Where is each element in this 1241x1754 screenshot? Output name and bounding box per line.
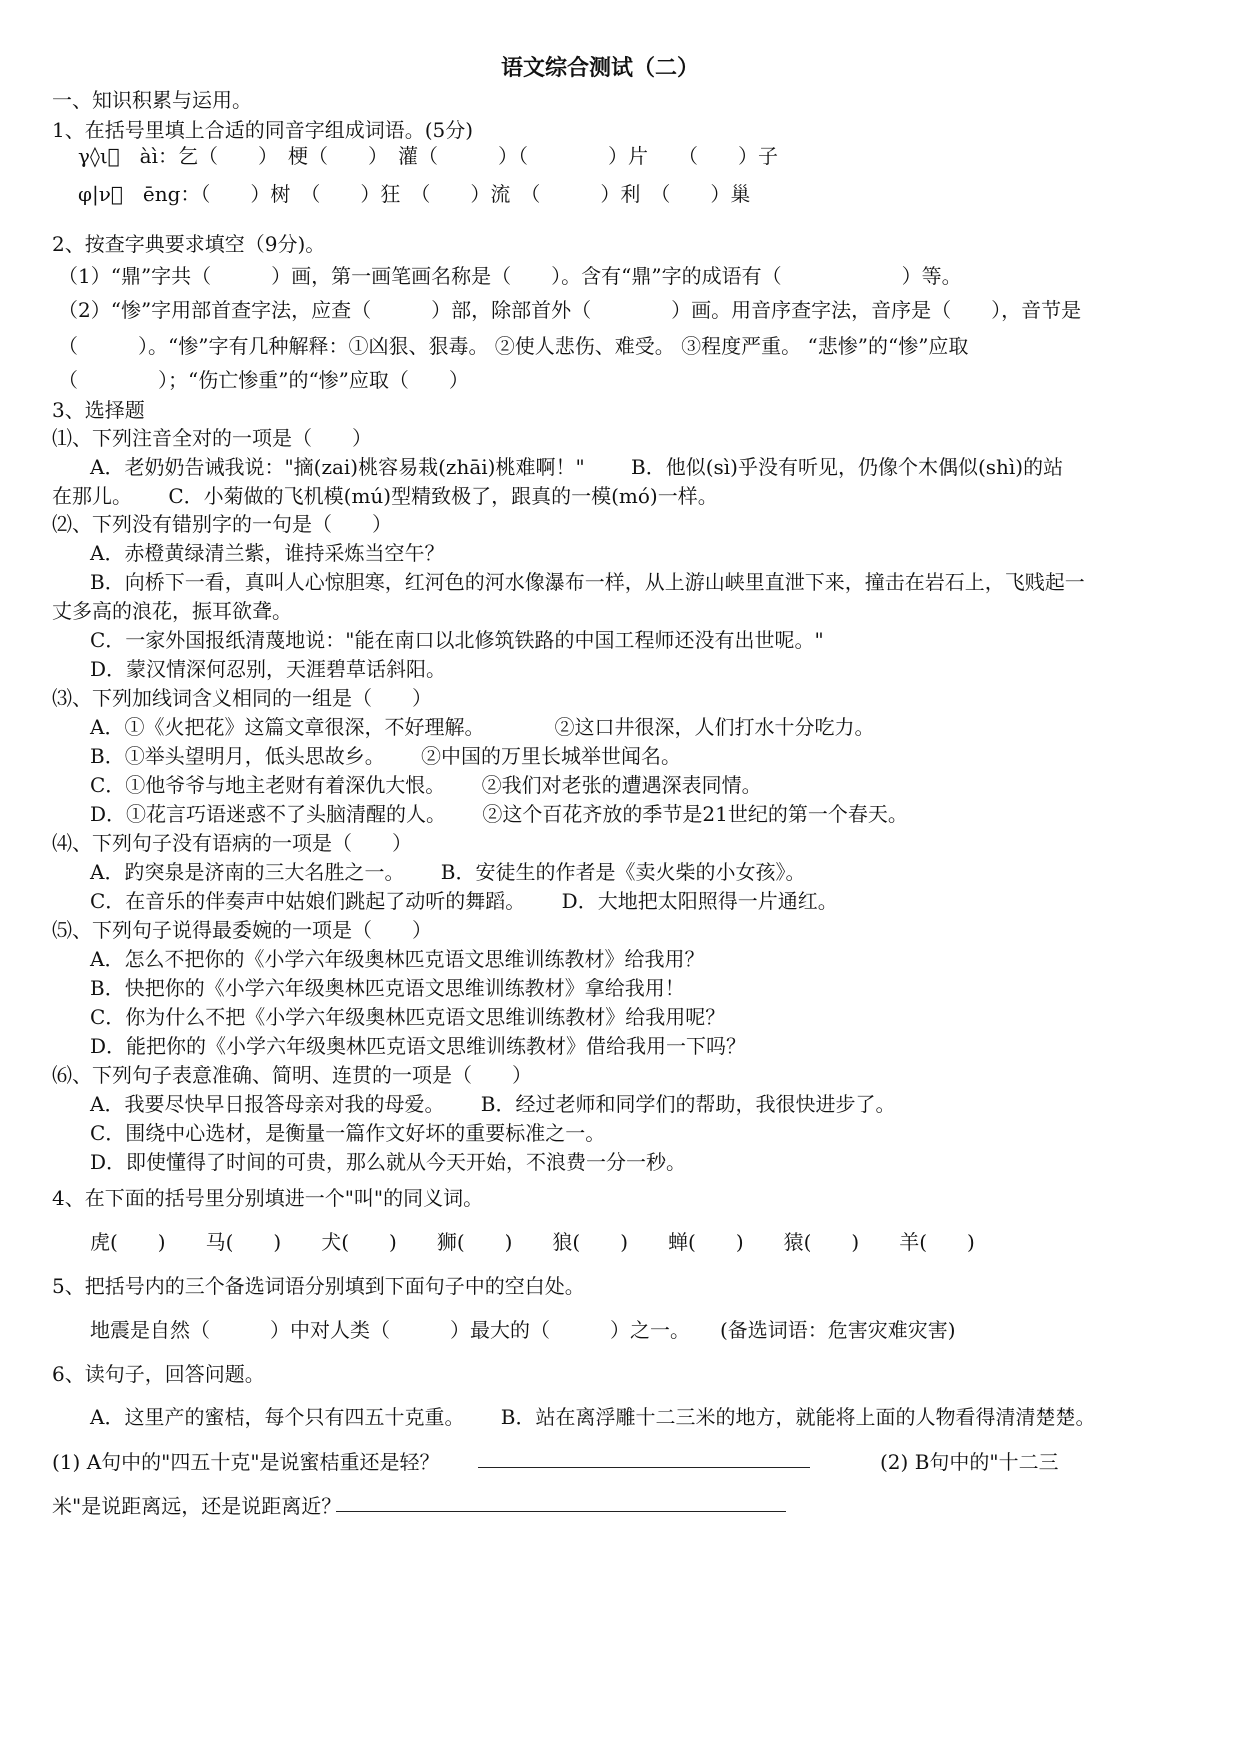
- page-title: 语文综合测试（二）: [501, 55, 700, 81]
- answer-line-1[interactable]: [478, 1467, 810, 1468]
- answer-line-2[interactable]: [336, 1511, 786, 1512]
- question-2-line-4: （ ）；“伤亡惨重”的“惨”应取（ ）: [58, 368, 469, 392]
- q3-5-question: ⑸、下列句子说得最委婉的一项是（ ）: [52, 918, 432, 942]
- question-4-row: 虎( ) 马( ) 犬( ) 狮( ) 狼( ) 蝉( ) 猿( ) 羊( ): [90, 1230, 975, 1254]
- question-2-line-3: （ ）。“惨”字有几种解释：①凶狠、狠毒。 ②使人悲伤、难受。 ③程度严重。 “悲惨”的“惨”应取: [58, 334, 969, 358]
- question-1-row-1: γ◊ι  àì：乞（ ） 梗（ ） 灌（ ）（ ）片 （ ）子: [78, 144, 778, 168]
- q3-2-option-d: D．蒙汉情深何忍别，天涯碧草话斜阳。: [90, 657, 447, 681]
- question-5-row: 地震是自然（ ）中对人类（ ）最大的（ ）之一。 (备选词语：危害灾难灾害): [90, 1318, 956, 1342]
- q3-3-option-c: C．①他爷爷与地主老财有着深仇大恨。 ②我们对老张的遭遇深表同情。: [90, 773, 762, 797]
- q3-6-option-c: C．围绕中心选材，是衡量一篇作文好坏的重要标准之一。: [90, 1121, 606, 1145]
- question-1-row-2: φ|ν  ēng：（ ）树 （ ）狂 （ ）流 （ ）利 （ ）巢: [78, 182, 751, 206]
- q3-2-option-b-cont: 丈多高的浪花，振耳欲聋。: [52, 599, 292, 623]
- question-6-heading: 6、读句子，回答问题。: [52, 1362, 265, 1386]
- question-2-heading: 2、按查字典要求填空（9分)。: [52, 232, 326, 256]
- q3-2-question: ⑵、下列没有错别字的一句是（ ）: [52, 512, 392, 536]
- question-2-line-2: （2）“惨”字用部首查字法，应查（ ）部，除部首外（ ）画。用音序查字法，音序是（ ），音节是: [58, 298, 1082, 322]
- q3-1-option-c: 在那儿。 C．小菊做的飞机模(mú)型精致极了，跟真的一模(mó)一样。: [52, 484, 718, 508]
- q3-1-question: ⑴、下列注音全对的一项是（ ）: [52, 426, 372, 450]
- q3-2-option-c: C．一家外国报纸清蔑地说："能在南口以北修筑铁路的中国工程师还没有出世呢。": [90, 628, 824, 652]
- q3-6-question: ⑹、下列句子表意准确、简明、连贯的一项是（ ）: [52, 1063, 532, 1087]
- q3-5-option-c: C．你为什么不把《小学六年级奥林匹克语文思维训练教材》给我用呢？: [90, 1005, 726, 1029]
- q3-3-option-a: A．①《火把花》这篇文章很深，不好理解。 ②这口井很深，人们打水十分吃力。: [90, 715, 875, 739]
- q3-3-option-b: B．①举头望明月，低头思故乡。 ②中国的万里长城举世闻名。: [90, 744, 682, 768]
- question-5-heading: 5、把括号内的三个备选词语分别填到下面句子中的空白处。: [52, 1274, 585, 1298]
- q3-4-question: ⑷、下列句子没有语病的一项是（ ）: [52, 831, 412, 855]
- q3-5-option-a: A．怎么不把你的《小学六年级奥林匹克语文思维训练教材》给我用？: [90, 947, 705, 971]
- q3-5-option-d: D．能把你的《小学六年级奥林匹克语文思维训练教材》借给我用一下吗？: [90, 1034, 747, 1058]
- q3-2-option-b: B．向桥下一看，真叫人心惊胆寒，红河色的河水像瀑布一样，从上游山峡里直泄下来，撞击在岩石上，飞贱起一: [90, 570, 1085, 594]
- question-2-line-1: （1）“鼎”字共（ ）画，第一画笔画名称是（ ）。含有“鼎”字的成语有（ ）等。: [58, 264, 962, 288]
- question-3-heading: 3、选择题: [52, 398, 145, 422]
- q3-2-option-a: A．赤橙黄绿清兰紫，谁持采炼当空午？: [90, 541, 445, 565]
- question-6-sub-2: (2) B句中的"十二三: [880, 1450, 1059, 1474]
- q3-3-question: ⑶、下列加线词含义相同的一组是（ ）: [52, 686, 432, 710]
- section-heading: 一、知识积累与运用。: [52, 88, 252, 112]
- q3-6-option-d: D．即使懂得了时间的可贵，那么就从今天开始，不浪费一分一秒。: [90, 1150, 687, 1174]
- question-6-sub-2-cont: 米"是说距离远，还是说距离近？: [52, 1494, 342, 1518]
- question-6-sentences: A．这里产的蜜桔，每个只有四五十克重。 B．站在离浮雕十二三米的地方，就能将上面的人物看得清清楚楚。: [90, 1405, 1096, 1429]
- question-1-heading: 1、在括号里填上合适的同音字组成词语。(5分): [52, 118, 474, 142]
- q3-4-option-ab: A．趵突泉是济南的三大名胜之一。 B．安徒生的作者是《卖火柴的小女孩》。: [90, 860, 806, 884]
- question-4-heading: 4、在下面的括号里分别填进一个"叫"的同义词。: [52, 1186, 484, 1210]
- q3-3-option-d: D．①花言巧语迷惑不了头脑清醒的人。 ②这个百花齐放的季节是21世纪的第一个春天。: [90, 802, 908, 826]
- q3-1-option-ab: A．老奶奶告诫我说："摘(zai)桃容易栽(zhāi)桃难啊！" B．他似(sì)乎没有听见，仍像个木偶似(shì)的站: [90, 455, 1064, 479]
- q3-4-option-cd: C．在音乐的伴奏声中姑娘们跳起了动听的舞蹈。 D．大地把太阳照得一片通红。: [90, 889, 838, 913]
- question-6-sub-1: (1) A句中的"四五十克"是说蜜桔重还是轻？: [52, 1450, 440, 1474]
- q3-6-option-ab: A．我要尽快早日报答母亲对我的母爱。 B．经过老师和同学们的帮助，我很快进步了。: [90, 1092, 896, 1116]
- q3-5-option-b: B．快把你的《小学六年级奥林匹克语文思维训练教材》拿给我用！: [90, 976, 685, 1000]
